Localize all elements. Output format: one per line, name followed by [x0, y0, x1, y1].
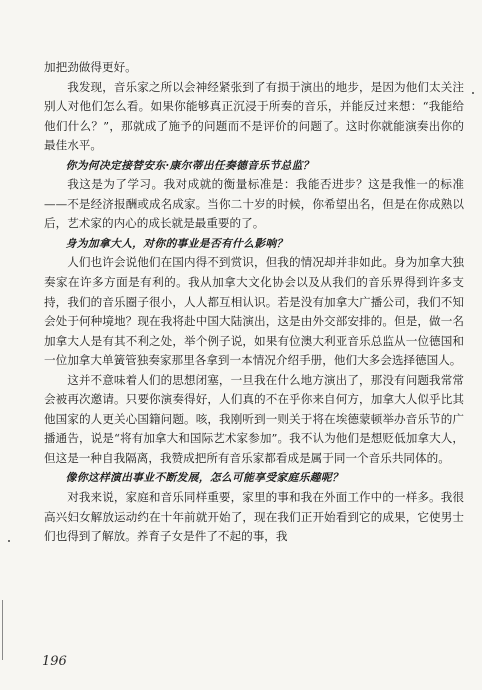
paragraph: 对我来说，家庭和音乐同样重要，家里的事和我在外面工作中的一样多。我很高兴妇女解放运动约在十年前就开始了，现在我们正开始看到它的成果，它使男士们也得到了解放。养育子女是件了不起的事，我 [44, 490, 464, 544]
page-number: 196 [42, 654, 67, 669]
interview-question: 你为何决定接替安东·康尔蒂出任奏德音乐节总监？ [65, 158, 314, 172]
interview-question: 身为加拿大人，对你的事业是否有什么影响？ [65, 236, 288, 250]
paragraph-continuation: 加把劲做得更好。 [44, 60, 137, 74]
paragraph: 我发现，音乐家之所以会神经紧张到了有损于演出的地步，是因为他们太关注别人对他们怎么看。如果你能够真正沉浸于所奏的音乐，并能反过来想：“我能给他们什么？”，那就成了施予的问题而不是评价的问题了。这时你就能演奏出你的最佳水平。 [44, 79, 464, 153]
body-text [44, 58, 464, 547]
interview-question: 像你这样演出事业不断发展，怎么可能享受家庭乐趣呢？ [65, 471, 344, 485]
scan-speck [8, 540, 10, 542]
paragraph: 我这是为了学习。我对成就的衡量标准是：我能否进步？这是我惟一的标准——不是经济报酬或成名成家。当你二十岁的时候，你希望出名，但是在你成熟以后，艺术家的内心的成长就是最重要的了。 [44, 177, 464, 231]
paragraph: 人们也许会说他们在国内得不到赏识，但我的情况却并非如此。身为加拿大独奏家在许多方面是有利的。我从加拿大文化协会以及从我们的音乐界得到许多支持，我们的音乐圈子很小，人人都互相认识。若是没有加拿大广播公司，我们不知会处于何种境地？现在我将赴中国大陆演出，这是由外交部安排的。但是，做一名加拿大人是有其不利之处，举个例子说，如果有位澳大利亚音乐总监从一位德国和一位加拿大单簧管独奏家那里各拿到一本情况介绍手册，他们大多会选择德国人。 [44, 255, 464, 368]
scan-speck [472, 92, 474, 94]
scan-speck [2, 600, 3, 660]
paragraph: 这并不意味着人们的思想闭塞，一旦我在什么地方演出了，那没有问题我常常会被再次邀请。只要你演奏得好，人们真的不在乎你来自何方，加拿大人似乎比其他国家的人更关心国籍问题。咳，我刚听到一则关于将在埃德蒙顿举办音乐节的广播通告，说是“将有加拿大和国际艺术家参加”。我不认为他们是想贬低加拿大人，但这是一种自我隔离，我赞成把所有音乐家都看成是属于同一个音乐共同体的。 [44, 372, 464, 465]
